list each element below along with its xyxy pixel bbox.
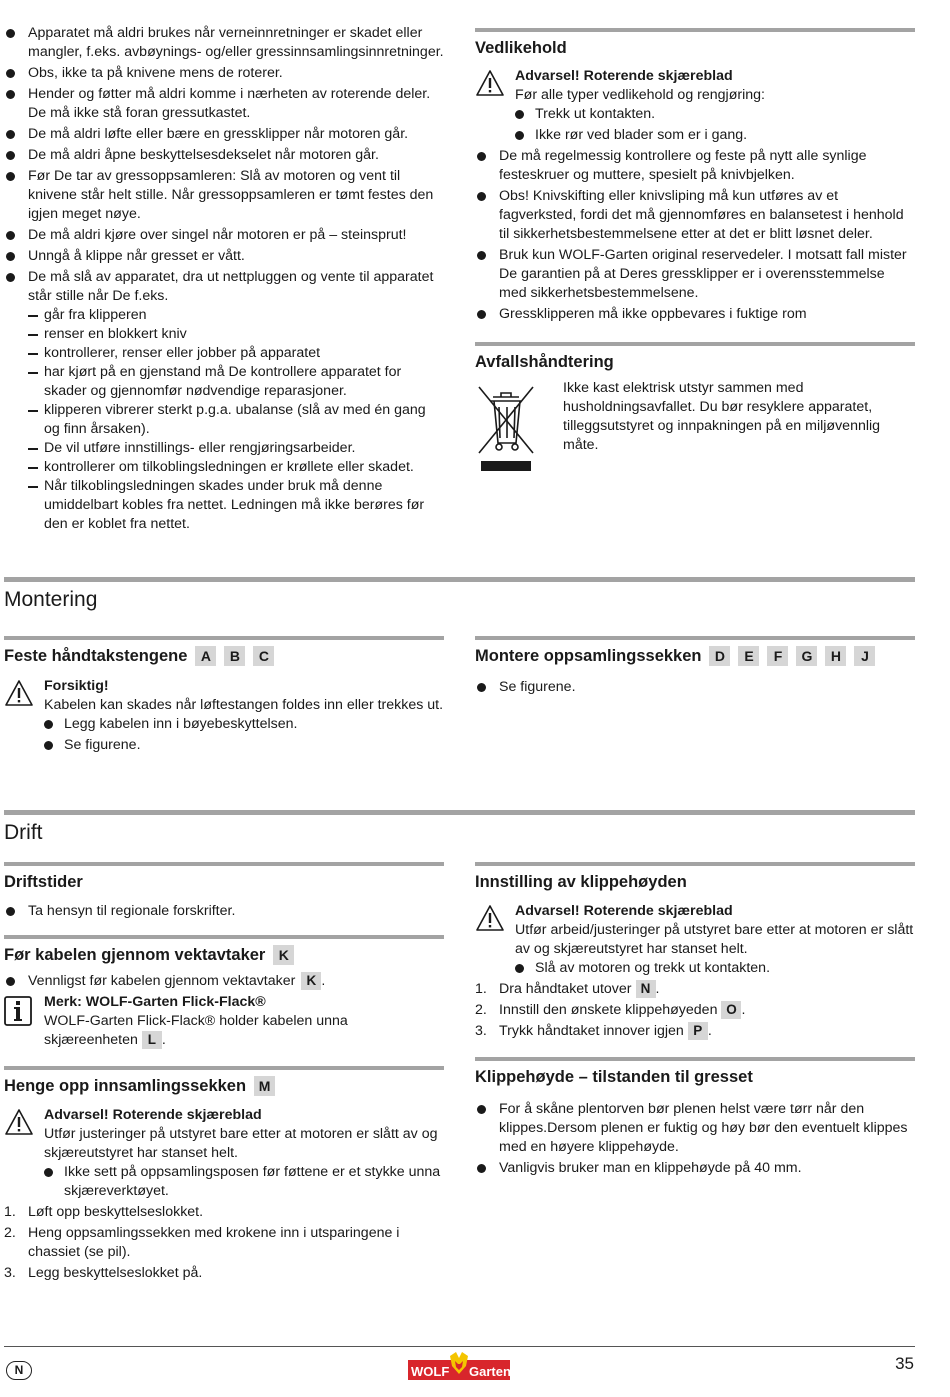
figure-badge: C	[253, 646, 274, 666]
innstilling-steps	[475, 980, 915, 1041]
dash-item: går fra klipperen	[28, 306, 444, 325]
warning-text: Før alle typer vedlikehold og rengjøring:	[515, 87, 765, 103]
list-item: Se figurene.	[475, 678, 915, 697]
step-number: 2.	[4, 1225, 16, 1241]
warning-text: Utfør justeringer på utstyret bare etter at motoren er slått av og skjæreutstyret har stanset helt.	[44, 1126, 438, 1161]
step-number: 2.	[475, 1002, 487, 1018]
list-item-text: Vennligst før kabelen gjennom vektavtaker	[28, 973, 296, 989]
list-item: De må aldri åpne beskyttelsesdekselet når motoren går.	[4, 146, 444, 165]
step-text: Løft opp beskyttelseslokket.	[28, 1204, 204, 1220]
list-item: Obs! Knivskifting eller knivsliping må kun utføres av et fagverksted, fordi det må gjennomføres en balansetest i henhold til sikkerhetsbestemmelsene etter at det er blitt løsnet deler.	[475, 187, 915, 244]
figure-badge: J	[854, 646, 875, 666]
figure-badge: K	[273, 945, 294, 965]
divider	[4, 1066, 444, 1070]
punctuation: .	[655, 981, 660, 997]
kabel-bullet-list	[4, 972, 444, 991]
divider	[475, 636, 915, 640]
dash-item: har kjørt på en gjenstand må De kontrollere apparatet for skader og gjennomfør nødvendige reparasjoner.	[28, 363, 444, 401]
list-item: De må regelmessig kontrollere og feste på nytt alle synlige festeskruer og muttere, spesielt på knivbjelken.	[475, 147, 915, 185]
caution-text: Kabelen kan skades når løftestangen foldes inn eller trekkes ut.	[44, 697, 444, 713]
step-item	[475, 1022, 915, 1041]
divider	[475, 342, 915, 346]
warning-triangle-icon	[4, 679, 34, 713]
figure-badge: A	[195, 646, 216, 666]
figure-badge: N	[636, 980, 656, 998]
step-text: Heng oppsamlingssekken med krokene inn i utsparingene i chassiet (se pil).	[28, 1225, 400, 1260]
warning-note	[4, 1106, 444, 1201]
section-heading-text: Før kabelen gjennom vektavtaker	[4, 946, 266, 964]
section-heading	[475, 645, 915, 667]
info-text	[44, 1012, 444, 1050]
section-heading: Klippehøyde – tilstanden til gresset	[475, 1068, 753, 1086]
figure-badge: D	[709, 646, 730, 666]
list-item: Hender og føtter må aldri komme i nærheten av roterende deler. De må ikke stå foran gressutkastet.	[4, 85, 444, 123]
dash-item: Når tilkoblingsledningen skades under bruk må denne umiddelbart kobles fra nettet. Ledningen må ikke berøres før den er koblet fra nettet.	[28, 477, 444, 534]
klippehoyde-bullet-list	[475, 1100, 915, 1178]
warning-title: Advarsel! Roterende skjæreblad	[515, 903, 733, 919]
punctuation: .	[741, 1002, 746, 1018]
section-heading-text: Feste håndtakstengene	[4, 647, 188, 665]
list-item: Ikke rør ved blader som er i gang.	[515, 126, 915, 145]
warning-bullet-list	[515, 105, 915, 145]
list-item: Ikke sett på oppsamlingsposen før føttene er et stykke unna skjæreverktøyet.	[44, 1163, 444, 1201]
figure-badge: M	[254, 1076, 275, 1096]
step-text: Dra håndtaket utover	[499, 981, 632, 997]
step-item	[475, 1001, 915, 1020]
figure-badge: F	[767, 646, 788, 666]
divider	[475, 1057, 915, 1061]
svg-text:WOLF: WOLF	[411, 1364, 450, 1379]
dash-item: De vil utføre innstillings- eller rengjøringsarbeider.	[28, 439, 444, 458]
list-item: De må aldri løfte eller bære en gressklipper når motoren går.	[4, 125, 444, 144]
warning-note	[475, 67, 915, 145]
wolf-garten-logo	[408, 1352, 510, 1382]
figure-badge: L	[142, 1031, 162, 1049]
warning-triangle-icon	[475, 69, 505, 103]
info-note	[4, 993, 444, 1050]
warning-title: Advarsel! Roterende skjæreblad	[515, 68, 733, 84]
punctuation: .	[321, 973, 326, 989]
step-text: Trykk håndtaket innover igjen	[499, 1023, 684, 1039]
page-section-title: Montering	[4, 588, 98, 611]
list-item: De må aldri kjøre over singel når motoren er på – steinsprut!	[4, 226, 444, 245]
list-item: Obs, ikke ta på knivene mens de roterer.	[4, 64, 444, 83]
step-text: Innstill den ønskete klippehøyeden	[499, 1002, 718, 1018]
maintenance-section	[475, 28, 915, 479]
step-text: Legg beskyttelseslokket på.	[28, 1265, 203, 1281]
step-number: 3.	[4, 1265, 16, 1281]
list-item: Gressklipperen må ikke oppbevares i fuktige rom	[475, 305, 915, 324]
section-divider	[4, 810, 915, 815]
section-heading	[4, 645, 444, 667]
dash-item: kontrollerer om tilkoblingsledningen er krøllete eller skadet.	[28, 458, 444, 477]
dash-item: renser en blokkert kniv	[28, 325, 444, 344]
step-number: 3.	[475, 1023, 487, 1039]
warning-triangle-icon	[475, 904, 505, 938]
info-text-body: WOLF-Garten Flick-Flack® holder kabelen unna skjæreenheten	[44, 1013, 348, 1048]
warning-title: Advarsel! Roterende skjæreblad	[44, 1107, 262, 1123]
montering-section	[4, 577, 915, 614]
info-title: Merk: WOLF-Garten Flick-Flack®	[44, 994, 266, 1010]
step-item	[4, 1224, 444, 1262]
punctuation: .	[161, 1032, 166, 1048]
list-item: Trekk ut kontakten.	[515, 105, 915, 124]
step-number: 1.	[475, 981, 487, 997]
list-item	[4, 972, 444, 991]
step-item	[4, 1203, 444, 1222]
safety-dash-list	[28, 306, 444, 534]
henge-steps	[4, 1203, 444, 1283]
figure-badge: G	[796, 646, 817, 666]
figure-badge: P	[688, 1022, 708, 1040]
section-heading: Innstilling av klippehøyden	[475, 873, 687, 891]
list-item: For å skåne plentorven bør plenen helst være tørr når den klippes.Dersom plenen er fuktig og høy bør den eventuelt klippes med en høyere klippehøyde.	[475, 1100, 915, 1157]
dash-item: kontrollerer, renser eller jobber på apparatet	[28, 344, 444, 363]
section-heading: Vedlikehold	[475, 39, 567, 57]
divider	[4, 636, 444, 640]
drift-right-column	[475, 862, 915, 1180]
punctuation: .	[707, 1023, 712, 1039]
divider	[4, 862, 444, 866]
safety-instructions	[4, 24, 444, 534]
dash-item: klipperen vibrerer sterkt p.g.a. ubalanse (slå av med én gang og finn årsaken).	[28, 401, 444, 439]
list-item: Vanligvis bruker man en klippehøyde på 40 mm.	[475, 1159, 915, 1178]
section-heading: Driftstider	[4, 873, 83, 891]
divider	[475, 862, 915, 866]
list-item: Se figurene.	[44, 736, 444, 755]
warning-bullet-list	[44, 1163, 444, 1201]
drift-left-column	[4, 862, 444, 1285]
section-heading	[4, 1075, 444, 1097]
info-icon	[4, 996, 32, 1032]
figure-badge: K	[301, 972, 321, 990]
section-heading-text: Montere oppsamlingssekken	[475, 647, 702, 665]
figure-badge: B	[224, 646, 245, 666]
disposal-block	[475, 379, 915, 479]
section-divider	[4, 577, 915, 582]
step-item	[4, 1264, 444, 1283]
warning-text: Utfør arbeid/justeringer på utstyret bare etter at motoren er slått av og skjæreutstyret har stanset helt.	[515, 922, 914, 957]
step-item	[475, 980, 915, 999]
handle-assembly-section	[4, 636, 444, 757]
list-item-text: De må slå av apparatet, dra ut nettpluggen og vente til apparatet står stille når De f.eks.	[28, 269, 434, 304]
list-item: Unngå å klippe når gresset er vått.	[4, 247, 444, 266]
maintenance-bullet-list	[475, 147, 915, 324]
bag-assembly-section	[475, 636, 915, 699]
drift-section	[4, 810, 915, 847]
disposal-text: Ikke kast elektrisk utstyr sammen med husholdningsavfallet. Du bør resyklere apparatet, tilleggsutstyret og innpakningen på en miljøvennlig måte.	[563, 380, 881, 453]
page-section-title: Drift	[4, 821, 43, 844]
list-item: Bruk kun WOLF-Garten original reservedeler. I motsatt fall mister De garantien på at Deres gressklipper er i overensstemmelse med sikkerhetsbestemmelsene.	[475, 246, 915, 303]
section-heading	[4, 944, 444, 966]
page-number: 35	[895, 1354, 914, 1373]
divider	[475, 28, 915, 32]
figure-badge: E	[738, 646, 759, 666]
bag-bullet-list	[475, 678, 915, 697]
warning-bullet-list	[515, 959, 915, 978]
svg-text:Garten: Garten	[469, 1364, 510, 1379]
list-item: Apparatet må aldri brukes når verneinnretninger er skadet eller mangler, f.eks. avbøynings- og/eller gressinnsamlingsinnretninger.	[4, 24, 444, 62]
step-number: 1.	[4, 1204, 16, 1220]
safety-bullet-list	[4, 24, 444, 306]
section-heading-text: Henge opp innsamlingssekken	[4, 1077, 247, 1095]
figure-badge: O	[721, 1001, 741, 1019]
caution-title: Forsiktig!	[44, 678, 109, 694]
language-badge: N	[6, 1361, 32, 1380]
warning-note	[475, 902, 915, 978]
divider	[4, 935, 444, 939]
list-item: Legg kabelen inn i bøyebeskyttelsen.	[44, 715, 444, 734]
weee-crossed-bin-icon	[475, 383, 537, 481]
caution-bullet-list	[44, 715, 444, 755]
list-item: Ta hensyn til regionale forskrifter.	[4, 902, 444, 921]
section-heading: Avfallshåndtering	[475, 353, 614, 371]
list-item: Før De tar av gressoppsamleren: Slå av motoren og vent til knivene står helt stille. Når gressoppsamleren er tømt festes den igjen meget nøye.	[4, 167, 444, 224]
caution-note	[4, 677, 444, 755]
footer-divider	[4, 1346, 915, 1347]
list-item	[4, 268, 444, 306]
figure-badge: H	[825, 646, 846, 666]
warning-triangle-icon	[4, 1108, 34, 1142]
list-item: Slå av motoren og trekk ut kontakten.	[515, 959, 915, 978]
driftstider-bullet-list	[4, 902, 444, 921]
